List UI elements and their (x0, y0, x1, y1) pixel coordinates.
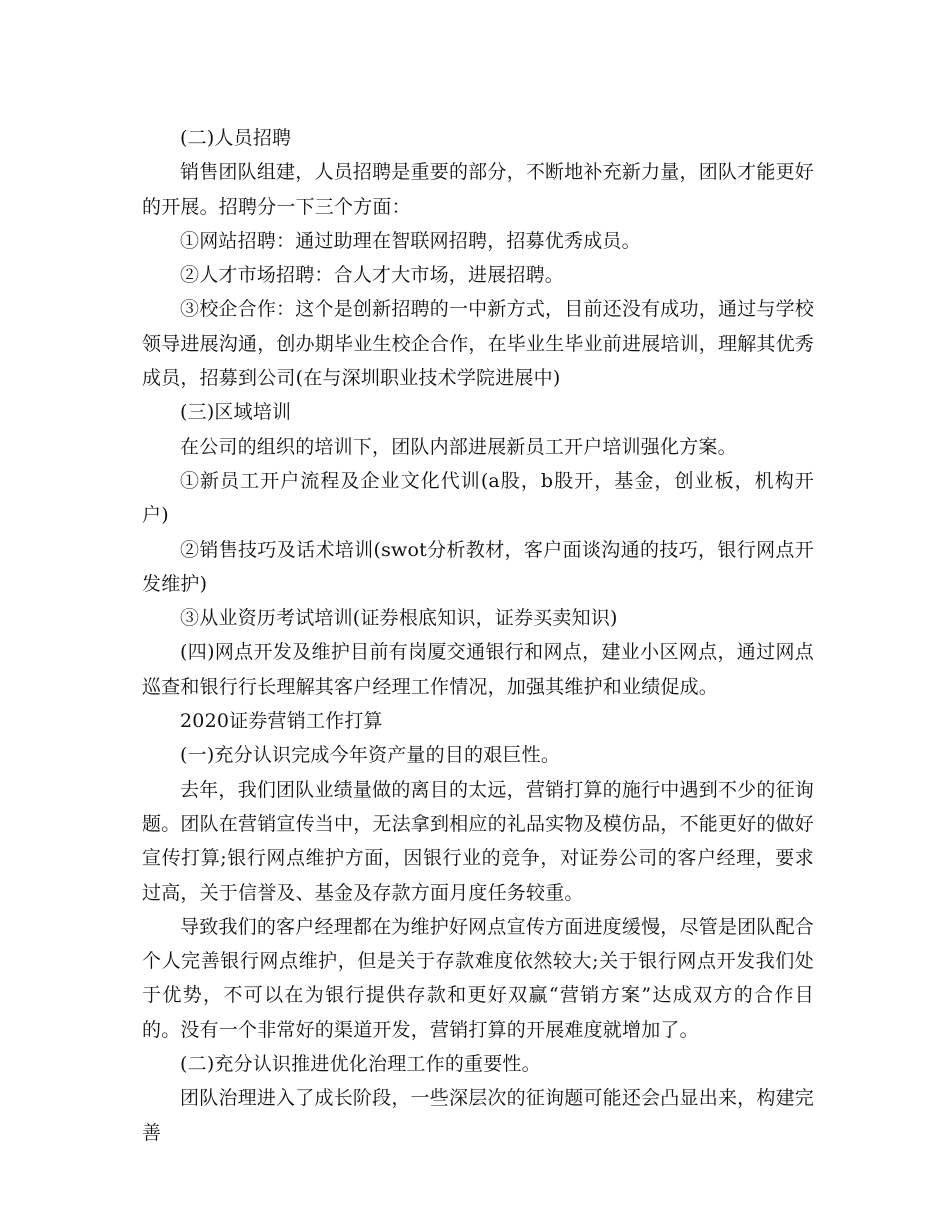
list-item: ②人才市场招聘：合人才大市场，进展招聘。 (180, 264, 565, 287)
paragraph: 团队治理进入了成长阶段，一些深层次的征询题可能还会凸显出来，构建完善 (142, 1087, 814, 1144)
document-body (142, 121, 814, 1150)
section-heading-management: (二)充分认识推进优化治理工作的重要性。 (180, 1053, 541, 1076)
list-item: ②销售技巧及话术培训(swot分析教材，客户面谈沟通的技巧，银行网点开发维护) (142, 538, 814, 595)
paragraph: 在公司的组织的培训下，团队内部进展新员工开户培训强化方案。 (180, 435, 737, 458)
list-item: ③校企合作：这个是创新招聘的一中新方式，目前还没有成功，通过与学校领导进展沟通，创办期毕业生校企合作，在毕业生毕业前进展培训，理解其优秀成员，招募到公司(在与深圳职业技术学院进展中) (142, 298, 815, 390)
list-item: ①网站招聘：通过助理在智联网招聘，招募优秀成员。 (180, 229, 641, 252)
paragraph: 销售团队组建，人员招聘是重要的部分，不断地补充新力量，团队才能更好的开展。招聘分一下三个方面： (142, 161, 814, 218)
section-heading-training: (三)区域培训 (180, 401, 292, 424)
list-item: ①新员工开户流程及企业文化代训(a股，b股开，基金，创业板，机构开户) (142, 469, 814, 527)
paragraph: 去年，我们团队业绩量做的离目的太远，营销打算的施行中遇到不少的征询题。团队在营销宣传当中，无法拿到相应的礼品实物及模仿品，不能更好的做好宣传打算;银行网点维护方面，因银行业的竞争，对证券公司的客户经理，要求过高，关于信誉及、基金及存款方面月度任务较重。 (142, 778, 815, 904)
paragraph: 导致我们的客户经理都在为维护好网点宣传方面进度缓慢，尽管是团队配合个人完善银行网点维护，但是关于存款难度依然较大;关于银行网点开发我们处于优势，不可以在为银行提供存款和更好双赢“营销方案”达成双方的合作目的。没有一个非常好的渠道开发，营销打算的开展难度就增加了。 (142, 915, 814, 1041)
section-heading-goal: (一)充分认识完成今年资产量的目的艰巨性。 (180, 744, 561, 767)
section-heading-recruitment: (二)人员招聘 (180, 127, 292, 149)
section-heading-plan: 2020证券营销工作打算 (180, 710, 383, 733)
list-item: ③从业资历考试培训(证券根底知识，证券买卖知识) (180, 607, 618, 630)
paragraph: (四)网点开发及维护目前有岗厦交通银行和网点，建业小区网点，通过网点巡查和银行行长理解其客户经理工作情况，加强其维护和业绩促成。 (142, 641, 814, 698)
